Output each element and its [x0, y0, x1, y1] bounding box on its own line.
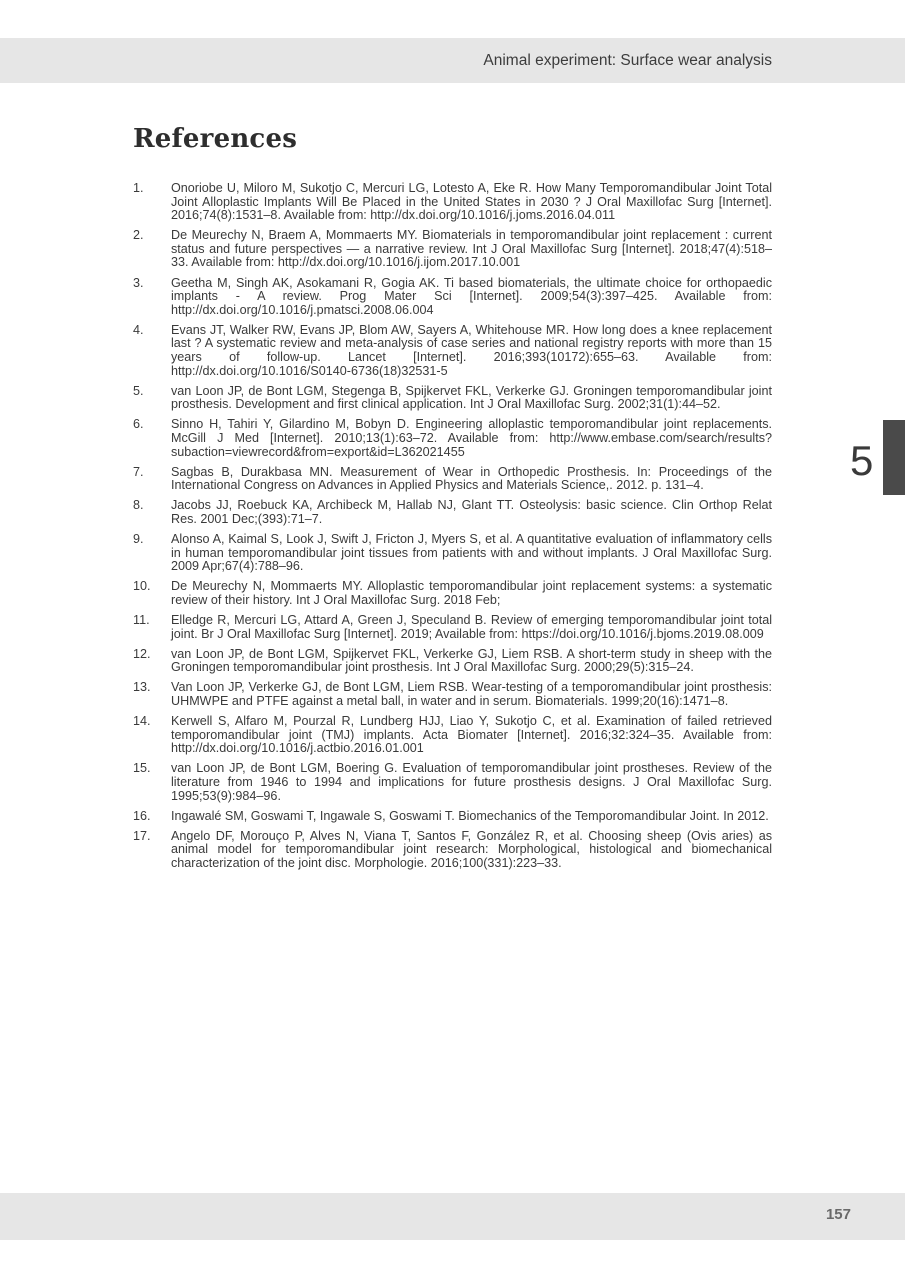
reference-item [133, 681, 772, 708]
reference-number: 6. [133, 417, 144, 432]
reference-item [133, 229, 772, 270]
reference-number: 13. [133, 680, 151, 695]
reference-number: 10. [133, 579, 151, 594]
reference-item [133, 533, 772, 574]
reference-list [133, 182, 772, 877]
reference-number: 16. [133, 808, 151, 823]
reference-item [133, 466, 772, 493]
reference-text: Geetha M, Singh AK, Asokamani R, Gogia AK. Ti based biomaterials, the ultimate choice for orthopaedic implants - A review. Prog Mater Sci [Internet]. 2009;54(3):397–425. Available from: http://dx.doi.org/10.1016/j.pmatsci.2008.06.004 [171, 275, 772, 317]
page-title: References [133, 124, 298, 154]
reference-text: van Loon JP, de Bont LGM, Spijkervet FKL, Verkerke GJ, Liem RSB. A short-term study in sheep with the Groningen temporomandibular joint prosthesis. Int J Oral Maxillofac Surg. 2000;29(5):315–24. [171, 646, 772, 675]
reference-item [133, 762, 772, 803]
reference-number: 5. [133, 383, 144, 398]
reference-text: Ingawalé SM, Goswami T, Ingawale S, Goswami T. Biomechanics of the Temporomandibular Joint. In 2012. [171, 808, 769, 823]
footer-band [0, 1193, 905, 1240]
reference-text: Sinno H, Tahiri Y, Gilardino M, Bobyn D. Engineering alloplastic temporomandibular joint replacements. McGill J Med [Internet]. 2010;13(1):63–72. Available from: http://www.embase.com/search/results?subaction=viewrecord&from=export&id=L362021455 [171, 417, 772, 459]
reference-text: Jacobs JJ, Roebuck KA, Archibeck M, Hallab NJ, Glant TT. Osteolysis: basic science. Clin Orthop Relat Res. 2001 Dec;(393):71–7. [171, 498, 772, 526]
reference-number: 2. [133, 228, 144, 243]
reference-text: De Meurechy N, Mommaerts MY. Alloplastic temporomandibular joint replacement systems: a systematic review of their history. Int J Oral Maxillofac Surg. 2018 Feb; [171, 579, 772, 607]
reference-number: 14. [133, 714, 151, 729]
reference-item [133, 830, 772, 871]
reference-number: 4. [133, 322, 144, 337]
reference-number: 15. [133, 761, 151, 776]
reference-number: 11. [133, 613, 150, 628]
reference-item [133, 648, 772, 675]
running-header-title: Animal experiment: Surface wear analysis [483, 52, 772, 69]
reference-text: Elledge R, Mercuri LG, Attard A, Green J, Speculand B. Review of emerging temporomandibular joint total joint. Br J Oral Maxillofac Surg [Internet]. 2019; Available from: https://doi.org/10.1016/j.bjoms.2019.08.009 [171, 613, 772, 641]
chapter-number: 5 [850, 437, 874, 484]
reference-number: 8. [133, 498, 144, 513]
reference-number: 9. [133, 532, 144, 547]
reference-item [133, 182, 772, 223]
reference-number: 12. [133, 646, 151, 661]
reference-number: 17. [133, 828, 151, 843]
reference-item [133, 385, 772, 412]
reference-number: 1. [133, 181, 144, 195]
reference-text: van Loon JP, de Bont LGM, Boering G. Evaluation of temporomandibular joint prostheses. Review of the literature from 1946 to 1994 and implications for future prosthesis designs. J Oral Maxillofac Surg. 1995;53(9):984–96. [171, 761, 772, 803]
reference-text: van Loon JP, de Bont LGM, Stegenga B, Spijkervet FKL, Verkerke GJ. Groningen temporomandibular joint prosthesis. Development and first clinical application. Int J Oral Maxillofac Surg. 2002;31(1):44–52. [171, 383, 772, 412]
page-number: 157 [825, 1206, 851, 1223]
reference-item [133, 277, 772, 318]
reference-item [133, 499, 772, 526]
reference-item [133, 614, 772, 641]
reference-number: 7. [133, 464, 144, 479]
reference-item [133, 580, 772, 607]
reference-item [133, 715, 772, 756]
reference-item [133, 418, 772, 459]
reference-text: De Meurechy N, Braem A, Mommaerts MY. Biomaterials in temporomandibular joint replacement : current status and future perspectives — a narrative review. Int J Oral Maxillofac Surg [Internet]. 2018;47(4):518–33. Available from: http://dx.doi.org/10.1016/j.ijom.2017.10.001 [171, 228, 772, 270]
reference-item [133, 324, 772, 378]
reference-text: Angelo DF, Morouço P, Alves N, Viana T, Santos F, González R, et al. Choosing sheep (Ovis aries) as animal model for temporomandibular joint research: Morphological, histological and biomechanical characterization of the joint disc. Morphologie. 2016;100(331):223–33. [171, 828, 772, 870]
reference-text: Evans JT, Walker RW, Evans JP, Blom AW, Sayers A, Whitehouse MR. How long does a knee replacement last ? A systematic review and meta-analysis of case series and national registry reports with more than 15 years of follow-up. Lancet [Internet]. 2016;393(10172):655–63. Available from: http://dx.doi.org/10.1016/S0140-6736(18)32531-5 [171, 322, 772, 378]
reference-number: 3. [133, 275, 144, 290]
reference-item [133, 810, 772, 824]
reference-text: Kerwell S, Alfaro M, Pourzal R, Lundberg HJJ, Liao Y, Sukotjo C, et al. Examination of failed retrieved temporomandibular joint (TMJ) implants. Acta Biomater [Internet]. 2016;32:324–35. Available from: http://dx.doi.org/10.1016/j.actbio.2016.01.001 [171, 714, 772, 756]
reference-text: Alonso A, Kaimal S, Look J, Swift J, Fricton J, Myers S, et al. A quantitative evaluation of inflammatory cells in human temporomandibular joint tissues from patients with and without implants. J Oral Maxillofac Surg. 2009 Apr;67(4):788–96. [171, 532, 772, 574]
reference-text: Sagbas B, Durakbasa MN. Measurement of Wear in Orthopedic Prosthesis. In: Proceedings of the International Congress on Advances in Applied Physics and Materials Science,. 2012. p. 131–4. [171, 464, 772, 493]
reference-text: Van Loon JP, Verkerke GJ, de Bont LGM, Liem RSB. Wear-testing of a temporomandibular joint prosthesis: UHMWPE and PTFE against a metal ball, in water and in serum. Biomaterials. 1999;20(16):1471–8. [171, 680, 772, 708]
reference-text: Onoriobe U, Miloro M, Sukotjo C, Mercuri LG, Lotesto A, Eke R. How Many Temporomandibular Joint Total Joint Alloplastic Implants Will Be Placed in the United States in 2030 ? J Oral Maxillofac Surg [Internet]. 2016;74(8):1531–8. Available from: http://dx.doi.org/10.1016/j.joms.2016.04.011 [171, 181, 772, 223]
chapter-tab-marker [883, 420, 905, 495]
